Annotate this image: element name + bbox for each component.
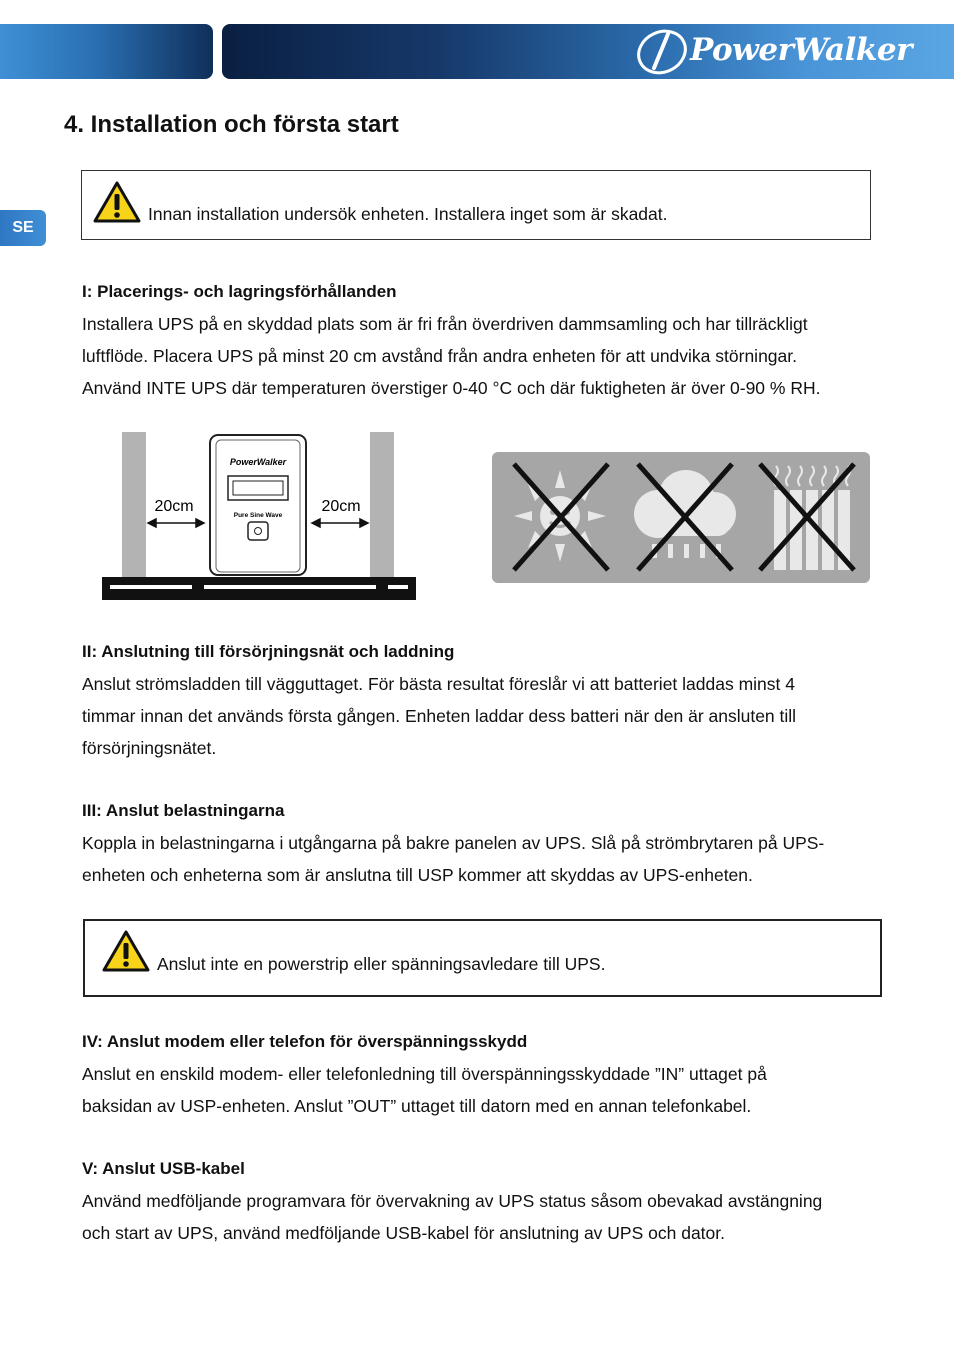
left-wall (122, 432, 146, 578)
brand-name: PowerWalker (690, 32, 912, 68)
section-heading: II: Anslutning till försörjningsnät och laddning (82, 642, 455, 661)
warning-icon (92, 180, 142, 224)
section-line: och start av UPS, använd medföljande USB-kabel för anslutning av UPS och dator. (82, 1223, 725, 1243)
section-heading: I: Placerings- och lagringsförhållanden (82, 282, 397, 301)
language-tab-se[interactable]: SE (0, 210, 46, 246)
section-line: Använd medföljande programvara för övervakning av UPS status såsom obevakad avstängning (82, 1191, 823, 1211)
section-line: Installera UPS på en skyddad plats som är fri från överdriven dammsamling och har tillräckligt (82, 314, 808, 334)
section-line: Anslut en enskild modem- eller telefonledning till överspänningsskyddade ”IN” uttaget på (82, 1064, 767, 1084)
section-placement (82, 276, 882, 404)
section-line: Anslut strömsladden till vägguttaget. För bästa resultat föreslår vi att batteriet laddas minst 4 (82, 674, 795, 694)
section-line: baksidan av USP-enheten. Anslut ”OUT” uttaget till datorn med en annan telefonkabel. (82, 1096, 752, 1116)
header-bar-left (0, 24, 213, 79)
section-line: timmar innan det används första gången. Enheten laddar dess batteri när den är ansluten till (82, 706, 797, 726)
section-line: Använd INTE UPS där temperaturen överstiger 0-40 °C och där fuktigheten är över 0-90 % RH. (82, 378, 821, 398)
section-heading: V: Anslut USB-kabel (82, 1159, 245, 1178)
warning-icon (101, 929, 151, 973)
warning-text-2: Anslut inte en powerstrip eller spänningsavledare till UPS. (157, 954, 606, 974)
ups-brand-label: PowerWalker (229, 457, 287, 467)
right-clearance-label: 20cm (321, 498, 361, 515)
section-line: enheten och enheterna som är anslutna till USP kommer att skyddas av UPS-enheten. (82, 865, 753, 885)
section-line: Koppla in belastningarna i utgångarna på bakre panelen av UPS. Slå på strömbrytaren på UPS- (82, 833, 825, 853)
left-clearance-label: 20cm (154, 498, 194, 515)
section-modem-surge (82, 1026, 882, 1122)
ups-model-label: Pure Sine Wave (233, 512, 283, 519)
section-line: luftflöde. Placera UPS på minst 20 cm avstånd från andra enheten för att undvika störningar. (82, 346, 797, 366)
ups-clearance-figure (100, 430, 418, 602)
warning-box-1 (81, 170, 871, 240)
right-clearance-arrow (312, 519, 368, 527)
ups-device-icon (210, 435, 306, 575)
left-clearance-arrow (148, 519, 204, 527)
warning-text-1: Innan installation undersök enheten. Installera inget som är skadat. (148, 204, 668, 224)
section-usb-cable (82, 1153, 882, 1249)
section-heading: IV: Anslut modem eller telefon för överspänningsskydd (82, 1032, 528, 1051)
right-wall (370, 432, 394, 578)
section-line: försörjningsnätet. (82, 738, 217, 758)
page-title: 4. Installation och första start (64, 111, 399, 138)
section-mains-charging (82, 636, 882, 764)
environment-restrictions-figure (492, 452, 870, 583)
section-heading: III: Anslut belastningarna (82, 801, 285, 820)
warning-box-2 (83, 919, 882, 997)
section-connect-loads (82, 795, 882, 891)
radiator-icon (774, 490, 850, 570)
